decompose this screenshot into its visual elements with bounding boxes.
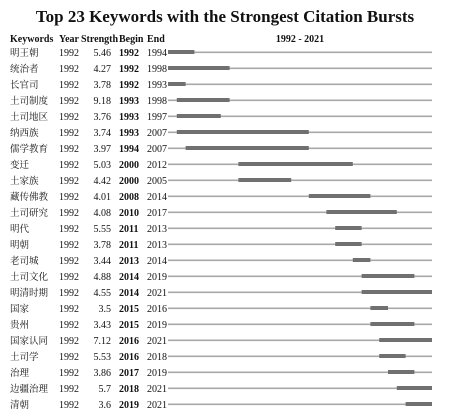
burst-bar — [335, 242, 361, 246]
burst-bar — [168, 82, 186, 86]
burst-bar — [370, 306, 388, 310]
burst-bar — [406, 402, 432, 406]
year-value: 1992 — [59, 352, 79, 363]
burst-row — [10, 367, 432, 379]
burst-row — [10, 351, 432, 363]
header-range: 1992 - 2021 — [275, 34, 325, 45]
keyword-label: 贵州 — [10, 320, 30, 331]
year-value: 1992 — [59, 320, 79, 331]
end-value: 2019 — [147, 272, 167, 283]
burst-row — [10, 95, 432, 107]
burst-row — [10, 79, 432, 91]
burst-bar — [353, 258, 371, 262]
burst-row — [10, 191, 432, 203]
burst-row — [10, 143, 432, 155]
timeline-line — [168, 84, 432, 86]
burst-row — [10, 335, 432, 347]
strength-value: 3.78 — [93, 80, 111, 91]
year-value: 1992 — [59, 224, 79, 235]
burst-row — [10, 271, 432, 283]
begin-value: 1993 — [119, 96, 139, 107]
end-value: 2005 — [147, 176, 167, 187]
strength-value: 3.74 — [93, 128, 111, 139]
timeline-line — [168, 388, 432, 390]
strength-value: 3.86 — [93, 368, 111, 379]
year-value: 1992 — [59, 64, 79, 75]
begin-value: 2011 — [119, 240, 139, 251]
keyword-label: 国家 — [10, 304, 30, 315]
end-value: 2013 — [147, 224, 167, 235]
strength-value: 5.7 — [98, 384, 111, 395]
strength-value: 4.27 — [93, 64, 111, 75]
header-keywords: Keywords — [10, 34, 54, 45]
keyword-label: 长官司 — [10, 80, 39, 91]
burst-row — [10, 159, 432, 171]
keyword-label: 国家认同 — [10, 336, 49, 347]
burst-bar — [388, 370, 414, 374]
header-strength: Strength — [81, 34, 119, 45]
strength-value: 4.55 — [93, 288, 111, 299]
timeline-line — [168, 180, 432, 182]
burst-bar — [397, 386, 432, 390]
strength-value: 9.18 — [93, 96, 111, 107]
end-value: 2019 — [147, 368, 167, 379]
begin-value: 1993 — [119, 128, 139, 139]
begin-value: 1993 — [119, 112, 139, 123]
year-value: 1992 — [59, 176, 79, 187]
begin-value: 2010 — [119, 208, 139, 219]
year-value: 1992 — [59, 288, 79, 299]
strength-value: 5.53 — [93, 352, 111, 363]
year-value: 1992 — [59, 160, 79, 171]
end-value: 2014 — [147, 256, 167, 267]
year-value: 1992 — [59, 304, 79, 315]
timeline-line — [168, 404, 432, 406]
burst-bar — [362, 290, 432, 294]
year-value: 1992 — [59, 144, 79, 155]
begin-value: 1992 — [119, 64, 139, 75]
end-value: 2018 — [147, 352, 167, 363]
keyword-label: 土司制度 — [10, 96, 49, 107]
begin-value: 2013 — [119, 256, 139, 267]
burst-row — [10, 223, 432, 235]
end-value: 2021 — [147, 384, 167, 395]
burst-bar — [370, 322, 414, 326]
keyword-label: 土司地区 — [10, 112, 49, 123]
end-value: 2016 — [147, 304, 167, 315]
strength-value: 3.78 — [93, 240, 111, 251]
chart-title: Top 23 Keywords with the Strongest Citation Bursts — [35, 7, 415, 26]
year-value: 1992 — [59, 192, 79, 203]
strength-value: 5.46 — [93, 48, 111, 59]
keyword-label: 统治者 — [10, 64, 39, 75]
burst-row — [10, 207, 432, 219]
end-value: 1998 — [147, 96, 167, 107]
burst-bar — [177, 98, 230, 102]
end-value: 1993 — [147, 80, 167, 91]
end-value: 2014 — [147, 192, 167, 203]
burst-bar — [379, 338, 432, 342]
header-end: End — [147, 34, 165, 45]
keyword-label: 土司学 — [10, 352, 39, 363]
burst-bar — [168, 66, 230, 70]
strength-value: 3.5 — [98, 304, 111, 315]
keyword-label: 土司研究 — [10, 208, 49, 219]
begin-value: 2011 — [119, 224, 139, 235]
strength-value: 4.88 — [93, 272, 111, 283]
year-value: 1992 — [59, 272, 79, 283]
burst-bar — [177, 130, 309, 134]
strength-value: 5.03 — [93, 160, 111, 171]
timeline-line — [168, 196, 432, 198]
begin-value: 2017 — [119, 368, 139, 379]
end-value: 1998 — [147, 64, 167, 75]
end-value: 2017 — [147, 208, 167, 219]
burst-row — [10, 239, 432, 251]
keyword-label: 变迁 — [10, 160, 30, 171]
year-value: 1992 — [59, 240, 79, 251]
begin-value: 1992 — [119, 80, 139, 91]
end-value: 2007 — [147, 144, 167, 155]
end-value: 2021 — [147, 336, 167, 347]
burst-bar — [177, 114, 221, 118]
begin-value: 2014 — [119, 288, 139, 299]
begin-value: 2015 — [119, 320, 139, 331]
burst-row — [10, 111, 432, 123]
end-value: 2012 — [147, 160, 167, 171]
timeline-line — [168, 228, 432, 230]
header-year: Year — [59, 34, 79, 45]
timeline-line — [168, 52, 432, 54]
timeline-line — [168, 308, 432, 310]
strength-value: 4.01 — [93, 192, 111, 203]
strength-value: 3.97 — [93, 144, 111, 155]
keyword-label: 治理 — [10, 368, 30, 379]
end-value: 2013 — [147, 240, 167, 251]
end-value: 2021 — [147, 288, 167, 299]
year-value: 1992 — [59, 400, 79, 411]
burst-bar — [335, 226, 361, 230]
burst-row — [10, 255, 432, 267]
keyword-label: 边疆治理 — [10, 384, 49, 395]
year-value: 1992 — [59, 384, 79, 395]
keyword-label: 明王朝 — [10, 48, 39, 59]
end-value: 2007 — [147, 128, 167, 139]
keyword-label: 明朝 — [10, 240, 30, 251]
strength-value: 5.55 — [93, 224, 111, 235]
strength-value: 3.76 — [93, 112, 111, 123]
begin-value: 2008 — [119, 192, 139, 203]
burst-bar — [379, 354, 405, 358]
year-value: 1992 — [59, 80, 79, 91]
begin-value: 2015 — [119, 304, 139, 315]
keyword-label: 藏传佛教 — [10, 192, 49, 203]
end-value: 1994 — [147, 48, 167, 59]
end-value: 2021 — [147, 400, 167, 411]
burst-row — [10, 287, 432, 299]
begin-value: 2018 — [119, 384, 139, 395]
strength-value: 7.12 — [93, 336, 111, 347]
begin-value: 2014 — [119, 272, 139, 283]
burst-bar — [238, 178, 291, 182]
timeline-line — [168, 244, 432, 246]
burst-row — [10, 127, 432, 139]
begin-value: 2019 — [119, 400, 139, 411]
begin-value: 2000 — [119, 160, 139, 171]
end-value: 2019 — [147, 320, 167, 331]
keyword-label: 明代 — [10, 224, 30, 235]
burst-row — [10, 383, 432, 395]
burst-row — [10, 303, 432, 315]
keyword-label: 明清时期 — [10, 288, 49, 299]
year-value: 1992 — [59, 48, 79, 59]
strength-value: 3.43 — [93, 320, 111, 331]
keyword-label: 老司城 — [10, 256, 39, 267]
keyword-label: 清朝 — [10, 400, 30, 411]
year-value: 1992 — [59, 208, 79, 219]
end-value: 1997 — [147, 112, 167, 123]
header-begin: Begin — [119, 34, 144, 45]
keyword-label: 土家族 — [10, 176, 39, 187]
year-value: 1992 — [59, 128, 79, 139]
burst-bar — [168, 50, 194, 54]
begin-value: 2016 — [119, 352, 139, 363]
keyword-label: 纳西族 — [10, 128, 39, 139]
burst-row — [10, 175, 432, 187]
burst-bar — [238, 162, 352, 166]
begin-value: 1994 — [119, 144, 139, 155]
year-value: 1992 — [59, 336, 79, 347]
year-value: 1992 — [59, 368, 79, 379]
strength-value: 4.08 — [93, 208, 111, 219]
keyword-label: 土司文化 — [10, 272, 49, 283]
burst-bar — [326, 210, 396, 214]
year-value: 1992 — [59, 256, 79, 267]
strength-value: 3.44 — [93, 256, 111, 267]
year-value: 1992 — [59, 112, 79, 123]
rows-layer — [10, 47, 432, 411]
timeline-line — [168, 260, 432, 262]
burst-row — [10, 399, 432, 411]
burst-bar — [362, 274, 415, 278]
burst-row — [10, 319, 432, 331]
burst-row — [10, 63, 432, 75]
year-value: 1992 — [59, 96, 79, 107]
strength-value: 3.6 — [98, 400, 111, 411]
strength-value: 4.42 — [93, 176, 111, 187]
burst-bar — [186, 146, 309, 150]
begin-value: 2000 — [119, 176, 139, 187]
burst-row — [10, 47, 432, 59]
burst-bar — [309, 194, 371, 198]
begin-value: 1992 — [119, 48, 139, 59]
begin-value: 2016 — [119, 336, 139, 347]
keyword-label: 儒学教育 — [10, 144, 49, 155]
